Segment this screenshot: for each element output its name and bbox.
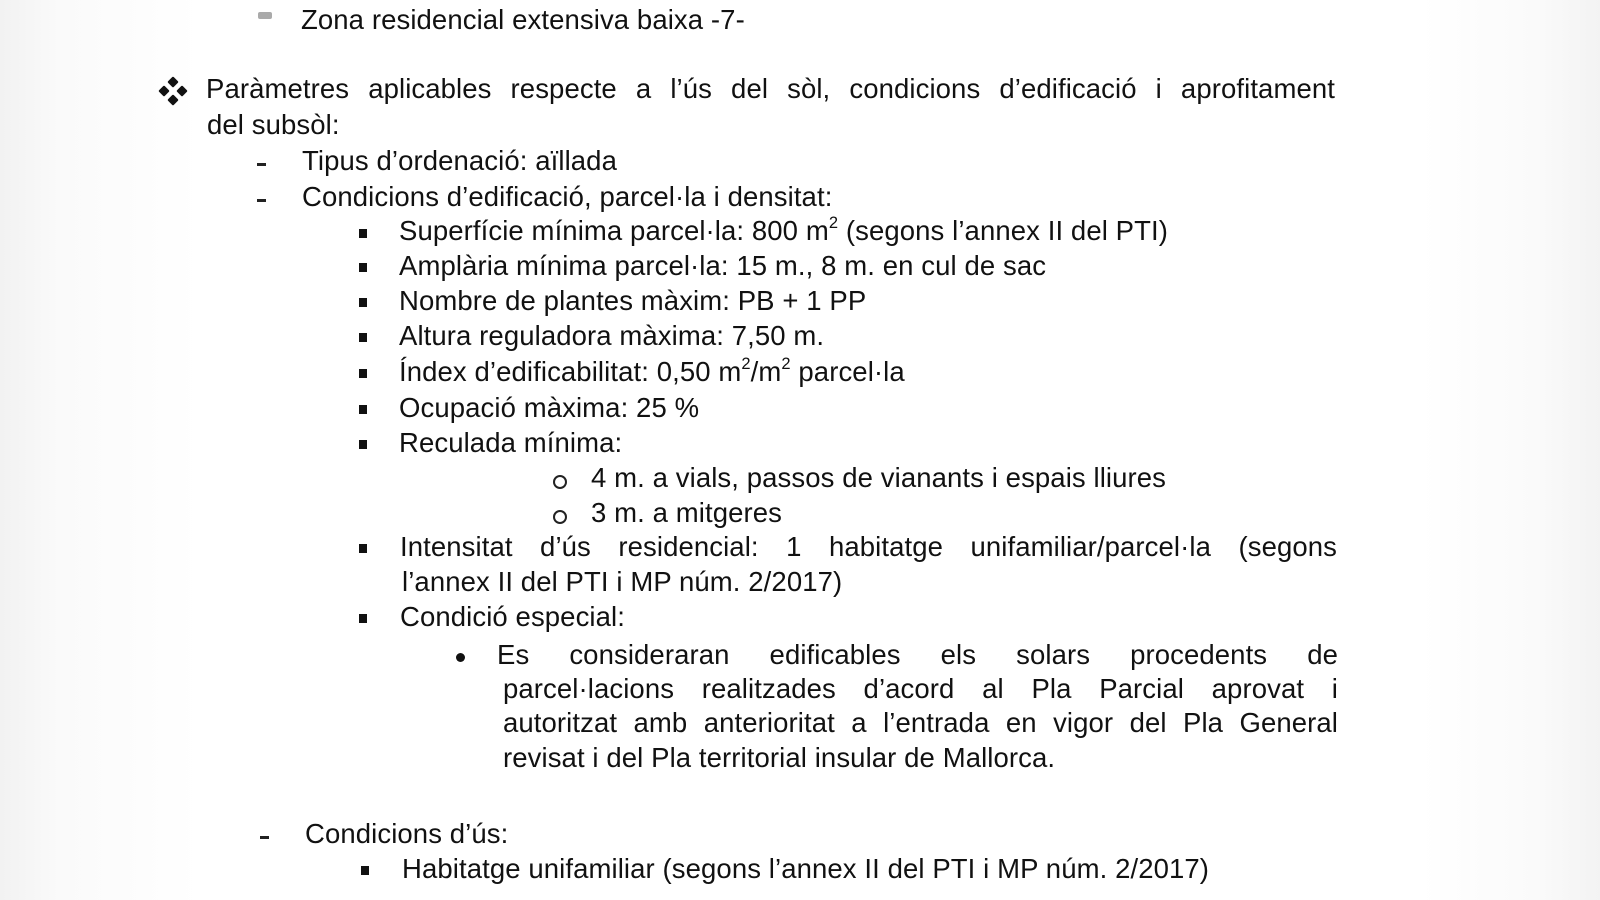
list-item-max-height: Altura reguladora màxima: 7,50 m. [399,320,825,351]
square-bullet-icon [359,614,367,623]
square-bullet-icon [359,333,367,342]
residential-intensity-line-1: Intensitat d’ús residencial: 1 habitatge unifamiliar/parcel·la (segons [400,531,1337,562]
square-bullet-icon [359,369,367,378]
building-conditions-heading: Condicions d’edificació, parcel·la i densitat: [302,181,833,212]
setback-roads: 4 m. a vials, passos de vianants i espais lliures [591,462,1167,493]
filled-circle-bullet-icon [456,653,465,662]
four-diamond-bullet-icon [160,78,186,104]
gray-bullet-icon [258,12,272,19]
special-condition-line-4: revisat i del Pla territorial insular de Mallorca. [503,742,1056,773]
special-condition-line-2: parcel·lacions realitzades d’acord al Pla Parcial aprovat i [503,673,1338,704]
list-item-max-occupation: Ocupació màxima: 25 % [399,392,700,423]
hollow-circle-bullet-icon [553,475,567,489]
ordering-type: Tipus d’ordenació: aïllada [302,145,617,176]
list-item-min-plot-area: Superfície mínima parcel·la: 800 $m^2$ (segons l’annex II del PTI) [399,214,1169,246]
square-bullet-icon [359,440,367,449]
dash-bullet-icon [257,163,266,166]
special-condition-line-1: Es consideraran edificables els solars procedents de [497,639,1338,670]
list-item-max-floors: Nombre de plantes màxim: PB + 1 PP [399,285,867,316]
section-title-line-2: del subsòl: [207,109,340,140]
square-bullet-icon [361,866,369,875]
residential-intensity-line-2: l’annex II del PTI i MP núm. 2/2017) [402,566,843,597]
square-bullet-icon [359,263,367,272]
hollow-circle-bullet-icon [553,510,567,524]
list-item-min-setback: Reculada mínima: [399,427,623,458]
square-bullet-icon [359,544,367,553]
list-item-min-plot-width: Amplària mínima parcel·la: 15 m., 8 m. en cul de sac [399,250,1047,281]
special-condition-heading: Condició especial: [400,601,625,632]
list-item-buildability-index: Índex d’edificabilitat: 0,50 $m^2/m^2$ parcel·la [399,355,905,387]
section-title-line-1: Paràmetres aplicables respecte a l’ús del sòl, condicions d’edificació i aprofitament [206,73,1335,104]
dash-bullet-icon [260,836,269,839]
use-item-single-family: Habitatge unifamiliar (segons l’annex II del PTI i MP núm. 2/2017) [402,853,1210,884]
square-bullet-icon [359,229,367,238]
dash-bullet-icon [257,199,266,202]
use-conditions-heading: Condicions d’ús: [305,818,509,849]
special-condition-line-3: autoritzat amb anterioritat a l’entrada en vigor del Pla General [503,707,1338,738]
zone-heading: Zona residencial extensiva baixa -7- [301,4,745,35]
square-bullet-icon [359,298,367,307]
square-bullet-icon [359,405,367,414]
setback-party-walls: 3 m. a mitgeres [591,497,783,528]
